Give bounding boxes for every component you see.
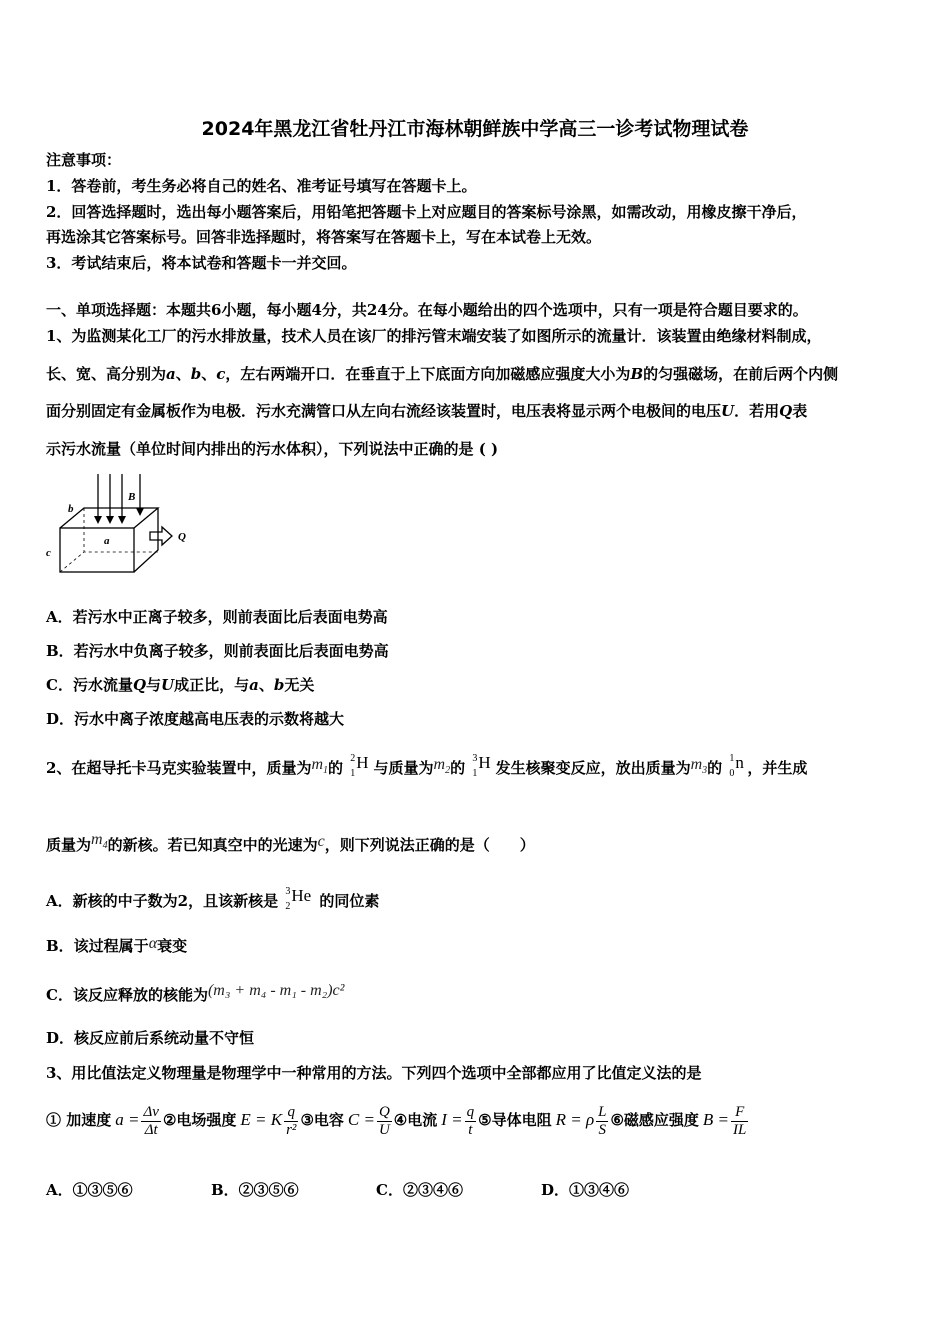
q3-option-d: D．①③④⑥: [541, 1181, 630, 1199]
flowmeter-diagram: [40, 470, 200, 586]
q3-option-a: A．①③⑤⑥: [46, 1181, 133, 1199]
label-c: c: [46, 547, 51, 559]
notice-item-1: 1．答卷前，考生务必将自己的姓名、准考证号填写在答题卡上。: [46, 177, 477, 195]
q2-line-2: 质量为$m_4$的新核。若已知真空中的光速为c，则下列说法正确的是（ ）: [46, 831, 535, 854]
q2-line-1: 2、在超导托卡马克实验装置中，质量为$m_1$的 2 1 H 与质量为$m_2$的 3 1 H 发生核聚变反应，放出质量为$m_3$的 1 0 n ，并生成: [46, 753, 808, 779]
q3-line-1: 3、用比值法定义物理量是物理学中一种常用的方法。下列四个选项中全部都应用了比值定义法的是: [46, 1064, 702, 1082]
q1-option-d: D．污水中离子浓度越高电压表的示数将越大: [46, 710, 345, 728]
tritium-symbol: 3 1 H: [472, 753, 491, 779]
q2-option-d: D．核反应前后系统动量不守恒: [46, 1029, 255, 1047]
q1-option-b: B．若污水中负离子较多，则前表面比后表面电势高: [46, 642, 389, 660]
energy-formula: (m₃ + m₄ - m₁ - m₂)c²: [207, 982, 345, 999]
label-B: B: [128, 491, 136, 503]
flow-arrow: [150, 527, 172, 545]
label-b: b: [68, 503, 74, 515]
q1-line-2: 长、宽、高分别为a、b、c，左右两端开口．在垂直于上下底面方向加磁感应强度大小为B的匀强磁场，在前后两个内侧: [46, 365, 839, 383]
q2-option-b: B．该过程属于α衰变: [46, 935, 188, 955]
section-heading: 一、单项选择题：本题共6小题，每小题4分，共24分。在每小题给出的四个选项中，只有一项是符合题目要求的。: [46, 301, 808, 319]
q2-option-a: A．新核的中子数为2，且该新核是 3 2 He 的同位素: [46, 886, 380, 912]
q3-definitions: ① 加速度 a = $\frac{\Delta v}{\Delta t}$ ②电场强度 E = K $\frac{q}{\text{r²}}$ ③电容 C = $\frac{Q}{U}$ ④电流 I = $\frac{q}{t}$ ⑤导体电阻 R = ρ $\frac{L}{S}$ ⑥磁感应强度 B = $\frac{F}{IL}$: [46, 1103, 747, 1138]
q2-option-c: C．该反应释放的核能为(m₃ + m₄ - m₁ - m₂)c²: [46, 982, 345, 1004]
flowmeter-drawing: [40, 470, 200, 582]
q1-option-a: A．若污水中正离子较多，则前表面比后表面电势高: [46, 608, 388, 626]
notice-item-2b: 再选涂其它答案标号。回答非选择题时，将答案写在答题卡上，写在本试卷上无效。: [46, 228, 602, 246]
notice-heading: 注意事项：: [46, 151, 122, 169]
label-a: a: [104, 535, 110, 547]
label-Q: Q: [178, 531, 186, 543]
box-front: [60, 528, 134, 572]
deuterium-symbol: 2 1 H: [350, 753, 369, 779]
q1-line-3: 面分别固定有金属板作为电极．污水充满管口从左向右流经该装置时，电压表将显示两个电极间的电压U．若用Q表: [46, 402, 808, 420]
helium-symbol: 3 2 He: [285, 886, 312, 912]
q1-line-1: 1、为监测某化工厂的污水排放量，技术人员在该厂的排污管末端安装了如图所示的流量计．该装置由绝缘材料制成，: [46, 327, 822, 345]
notice-item-2a: 2．回答选择题时，选出每小题答案后，用铅笔把答题卡上对应题目的答案标号涂黑，如需改动，用橡皮擦干净后，: [46, 203, 807, 221]
q1-line-4: 示污水流量（单位时间内排出的污水体积），下列说法中正确的是 ( ): [46, 440, 499, 458]
q3-option-c: C．②③④⑥: [376, 1181, 463, 1199]
q3-option-b: B．②③⑤⑥: [211, 1181, 299, 1199]
notice-item-3: 3．考试结束后，将本试卷和答题卡一并交回。: [46, 254, 357, 272]
q1-option-c: C．污水流量Q与U成正比，与a、b无关: [46, 676, 315, 694]
neutron-symbol: 1 0 n: [729, 753, 744, 779]
page-title: 2024年黑龙江省牡丹江市海林朝鲜族中学高三一诊考试物理试卷: [201, 118, 749, 140]
